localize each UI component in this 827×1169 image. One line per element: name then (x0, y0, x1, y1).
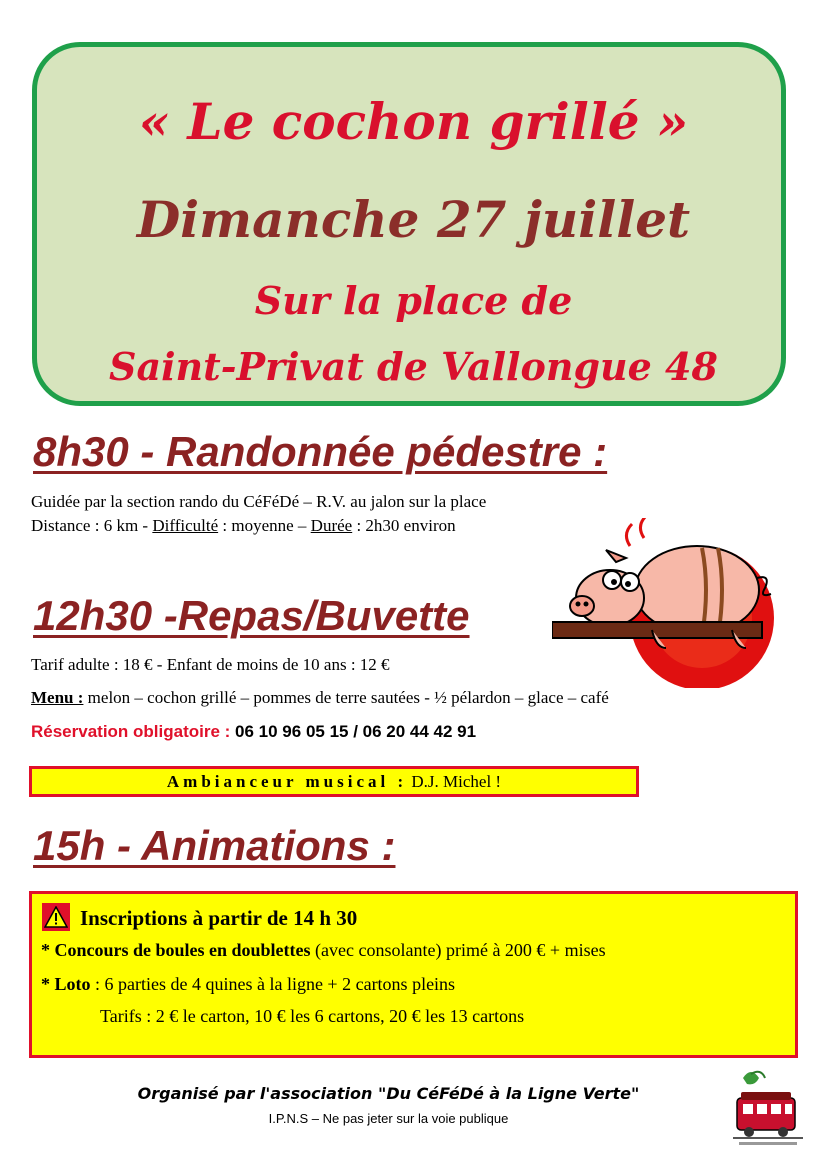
rando-difficulte-value: : moyenne – (218, 516, 311, 535)
warning-icon (42, 903, 70, 931)
repas-heading: 12h30 -Repas/Buvette (33, 592, 470, 639)
event-place-line1: Sur la place de (254, 278, 573, 323)
ambianceur-label: Ambianceur musical : (166, 772, 408, 791)
repas-tarif: Tarif adulte : 18 € - Enfant de moins de 10 ans : 12 € (31, 655, 390, 674)
reservation-phones: 06 10 96 05 15 / 06 20 44 42 91 (235, 722, 477, 741)
event-date: Dimanche 27 juillet (136, 190, 691, 249)
animations-box (29, 891, 798, 1058)
ambianceur-box (29, 766, 639, 797)
boules-line (41, 940, 606, 961)
rando-details (31, 516, 456, 536)
loto-bullet: * (41, 974, 55, 994)
boules-title: Concours de boules en doublettes (54, 940, 311, 960)
inscriptions-line: Inscriptions à partir de 14 h 30 (80, 906, 358, 930)
loto-title: Loto (54, 974, 91, 994)
rando-distance: Distance : 6 km - (31, 516, 153, 535)
menu-label: Menu : (31, 688, 84, 707)
rando-duree-label: Durée (310, 516, 353, 535)
organizer-line: Organisé par l'association "Du CéFéDé à la Ligne Verte" (137, 1084, 640, 1103)
menu-value: melon – cochon grillé – pommes de terre sautées - ½ pélardon – glace – café (83, 688, 609, 707)
event-place-line2: Saint-Privat de Vallongue 48 (109, 344, 718, 389)
ipns-line: I.P.N.S – Ne pas jeter sur la voie publique (268, 1111, 509, 1126)
loto-detail: : 6 parties de 4 quines à la ligne + 2 cartons pleins (90, 974, 456, 994)
association-logo (733, 1068, 803, 1150)
rando-guide-text: Guidée par la section rando du CéFéDé – R.V. au jalon sur la place (31, 492, 487, 511)
rando-heading: 8h30 - Randonnée pédestre : (33, 428, 608, 475)
animations-heading: 15h - Animations : (33, 822, 396, 869)
reservation (31, 722, 476, 742)
boules-bullet: * (41, 940, 55, 960)
grilled-pig-illustration (552, 518, 792, 688)
repas-menu (31, 688, 609, 708)
boules-detail: (avec consolante) primé à 200 € + mises (310, 940, 606, 960)
loto-tarifs: Tarifs : 2 € le carton, 10 € les 6 cartons, 20 € les 13 cartons (100, 1006, 525, 1026)
rando-duree-value: : 2h30 environ (352, 516, 456, 535)
loto-line (41, 974, 455, 995)
rando-difficulte-label: Difficulté (152, 516, 219, 535)
reservation-label: Réservation obligatoire : (31, 722, 236, 741)
ambianceur-value: D.J. Michel ! (407, 772, 502, 791)
event-title: « Le cochon grillé » (138, 92, 689, 151)
